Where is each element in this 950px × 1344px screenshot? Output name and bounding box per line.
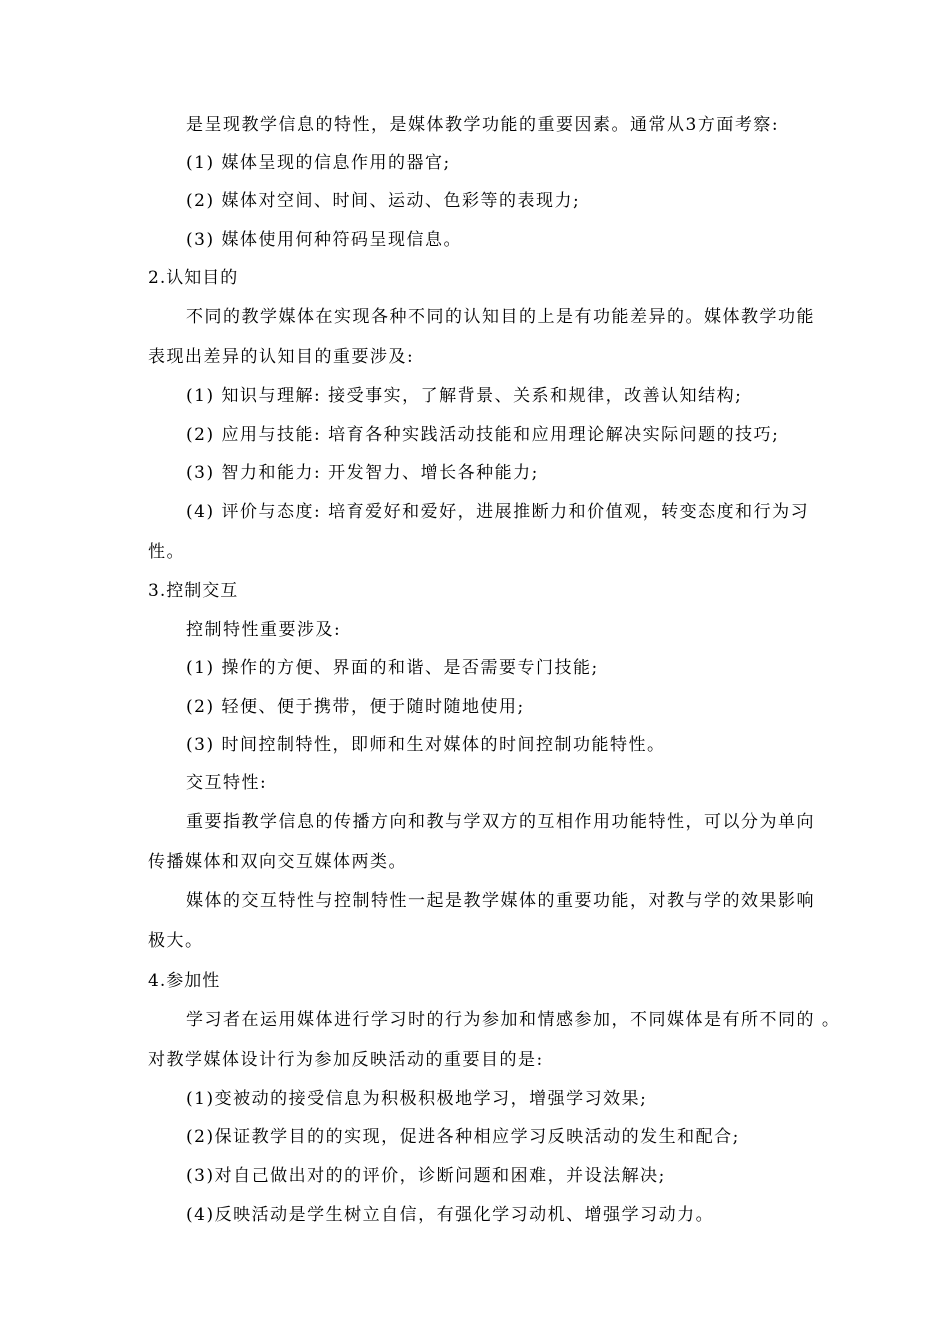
list-item: (3) 智力和能力: 开发智力、增长各种能力; <box>186 463 539 483</box>
paragraph-line: 控制特性重要涉及: <box>186 620 342 640</box>
list-item: (1) 媒体呈现的信息作用的器官; <box>186 153 451 173</box>
section-heading: 4.参加性 <box>148 971 221 991</box>
list-item: (1) 知识与理解: 接受事实，了解背景、关系和规律，改善认知结构; <box>186 386 743 406</box>
paragraph-line: 不同的教学媒体在实现各种不同的认知目的上是有功能差异的。媒体教学功能 <box>186 307 815 327</box>
paragraph-line: 性。 <box>148 542 185 562</box>
paragraph-line: 对教学媒体设计行为参加反映活动的重要目的是: <box>148 1050 544 1070</box>
list-item: (3) 时间控制特性，即师和生对媒体的时间控制功能特性。 <box>186 735 666 755</box>
paragraph-line: 表现出差异的认知目的重要涉及: <box>148 347 415 367</box>
paragraph-line: 媒体的交互特性与控制特性一起是教学媒体的重要功能，对教与学的效果影响 <box>186 891 815 911</box>
list-item: (3) 媒体使用何种符码呈现信息。 <box>186 230 462 250</box>
paragraph-line: 极大。 <box>148 931 204 951</box>
paragraph-line: 传播媒体和双向交互媒体两类。 <box>148 852 407 872</box>
list-item: (3)对自己做出对的的评价，诊断问题和困难，并设法解决; <box>186 1166 666 1186</box>
list-item: (2) 媒体对空间、时间、运动、色彩等的表现力; <box>186 191 581 211</box>
section-heading: 3.控制交互 <box>148 581 239 601</box>
list-item: (2) 应用与技能: 培育各种实践活动技能和应用理论解决实际问题的技巧; <box>186 425 780 445</box>
list-item: (4)反映活动是学生树立自信，有强化学习动机、增强学习动力。 <box>186 1205 715 1225</box>
paragraph-line: 是呈现教学信息的特性，是媒体教学功能的重要因素。通常从3方面考察: <box>186 115 780 135</box>
list-item: (1) 操作的方便、界面的和谐、是否需要专门技能; <box>186 658 599 678</box>
list-item: (1)变被动的接受信息为积极积极地学习，增强学习效果; <box>186 1089 648 1109</box>
list-item: (2)保证教学目的的实现，促进各种相应学习反映活动的发生和配合; <box>186 1127 740 1147</box>
paragraph-line: 重要指教学信息的传播方向和教与学双方的互相作用功能特性，可以分为单向 <box>186 812 815 832</box>
paragraph-line: 交互特性: <box>186 773 268 793</box>
list-item: (4) 评价与态度: 培育爱好和爱好，进展推断力和价值观，转变态度和行为习 <box>186 502 810 522</box>
list-item: (2) 轻便、便于携带，便于随时随地使用; <box>186 697 525 717</box>
paragraph-line: 学习者在运用媒体进行学习时的行为参加和情感参加，不同媒体是有所不同的 。 <box>186 1010 841 1030</box>
section-heading: 2.认知目的 <box>148 268 239 288</box>
